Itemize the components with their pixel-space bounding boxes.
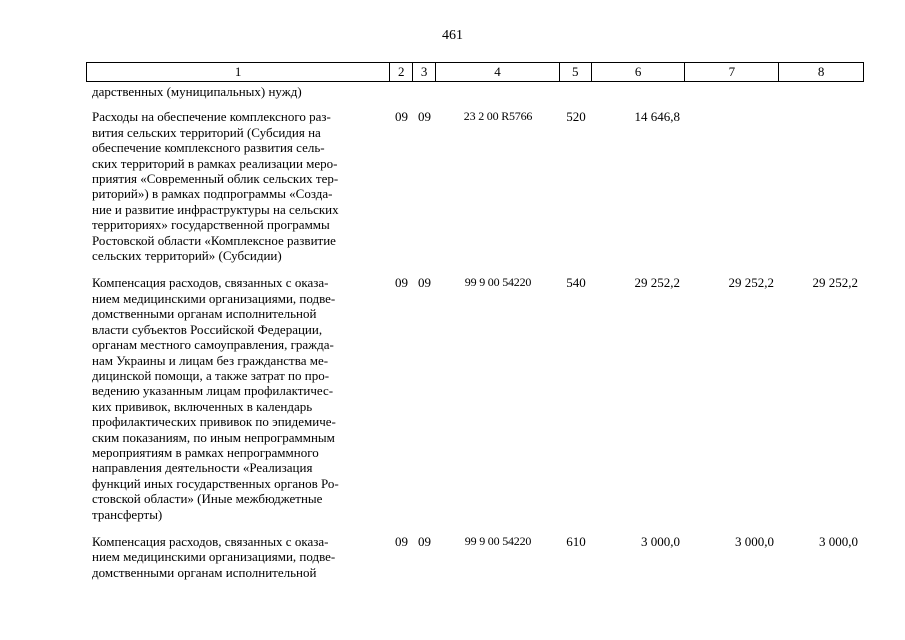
table-body bbox=[86, 84, 864, 592]
row-col-6: 14 646,8 bbox=[634, 109, 680, 125]
header-col-1: 1 bbox=[87, 63, 390, 81]
row-col-7: 3 000,0 bbox=[735, 533, 774, 549]
header-col-4: 4 bbox=[436, 63, 560, 81]
row-col-6: 3 000,0 bbox=[641, 533, 680, 549]
header-col-7: 7 bbox=[685, 63, 779, 81]
row-col-3: 09 bbox=[418, 275, 431, 291]
row-col-3: 09 bbox=[418, 533, 431, 549]
page-number: 461 bbox=[442, 28, 463, 43]
row-col-2: 09 bbox=[395, 275, 408, 291]
continuation-text: дарственных (муниципальных) нужд) bbox=[92, 84, 302, 99]
row-col-4: 23 2 00 R5766 bbox=[463, 109, 533, 124]
row-col-8 bbox=[780, 109, 864, 263]
header-col-8: 8 bbox=[817, 64, 825, 79]
row-col-4: 99 9 00 54220 bbox=[464, 275, 532, 290]
row-col-2: 09 bbox=[395, 533, 408, 549]
row-col-8: 29 252,2 bbox=[812, 275, 858, 291]
row-col-5: 520 bbox=[566, 109, 586, 125]
header-col-3: 3 bbox=[413, 63, 436, 81]
table-row bbox=[86, 109, 864, 263]
row-col-3: 09 bbox=[418, 109, 431, 125]
row-col-8: 3 000,0 bbox=[819, 533, 858, 549]
header-col-6: 6 bbox=[592, 63, 686, 81]
row-col-5: 540 bbox=[566, 275, 586, 291]
row-description: Компенсация расходов, связанных с оказа- нием медицинскими организациями, подве- домственными органам исполнительной bbox=[92, 533, 336, 580]
row-col-4: 99 9 00 54220 bbox=[464, 533, 532, 548]
row-col-7 bbox=[686, 109, 780, 263]
row-col-7: 29 252,2 bbox=[728, 275, 774, 291]
row-col-2: 09 bbox=[395, 109, 408, 125]
row-col-5: 610 bbox=[566, 533, 586, 549]
table-row bbox=[86, 534, 864, 580]
header-col-5: 5 bbox=[560, 63, 592, 81]
table-row-continuation bbox=[86, 84, 864, 99]
row-description: Компенсация расходов, связанных с оказа- нием медицинскими организациями, подве- домственными органам исполнительной власти субъектов Российской Федерации, органам местного самоуправления, гражда- нам Украины и лицам без гражданства ме- дицинской помощи, а также затрат по про- ведению указанным лицам профилактичес- ких прививок, включенных в календарь профилактических прививок по эпидемиче- ским показаниям, по иным непрограммным мероприятиям в рамках непрограммного направления деятельности «Реализация функций иных государственных органов Ро- стовской области» (Иные межбюджетные трансферты) bbox=[92, 275, 339, 522]
table-header-row bbox=[86, 62, 864, 82]
header-col-2: 2 bbox=[390, 63, 413, 81]
table-row bbox=[86, 275, 864, 522]
row-col-6: 29 252,2 bbox=[634, 275, 680, 291]
row-description: Расходы на обеспечение комплексного раз- вития сельских территорий (Субсидия на обеспечение комплексного развития сель- ских территорий в рамках реализации меро- приятия «Современный облик сельских тер- риторий») в рамках подпрограммы «Созда- ние и развитие инфраструктуры на сельских территориях» государственной программы Ростовской области «Комплексное развитие сельских территорий» (Субсидии) bbox=[92, 109, 339, 264]
